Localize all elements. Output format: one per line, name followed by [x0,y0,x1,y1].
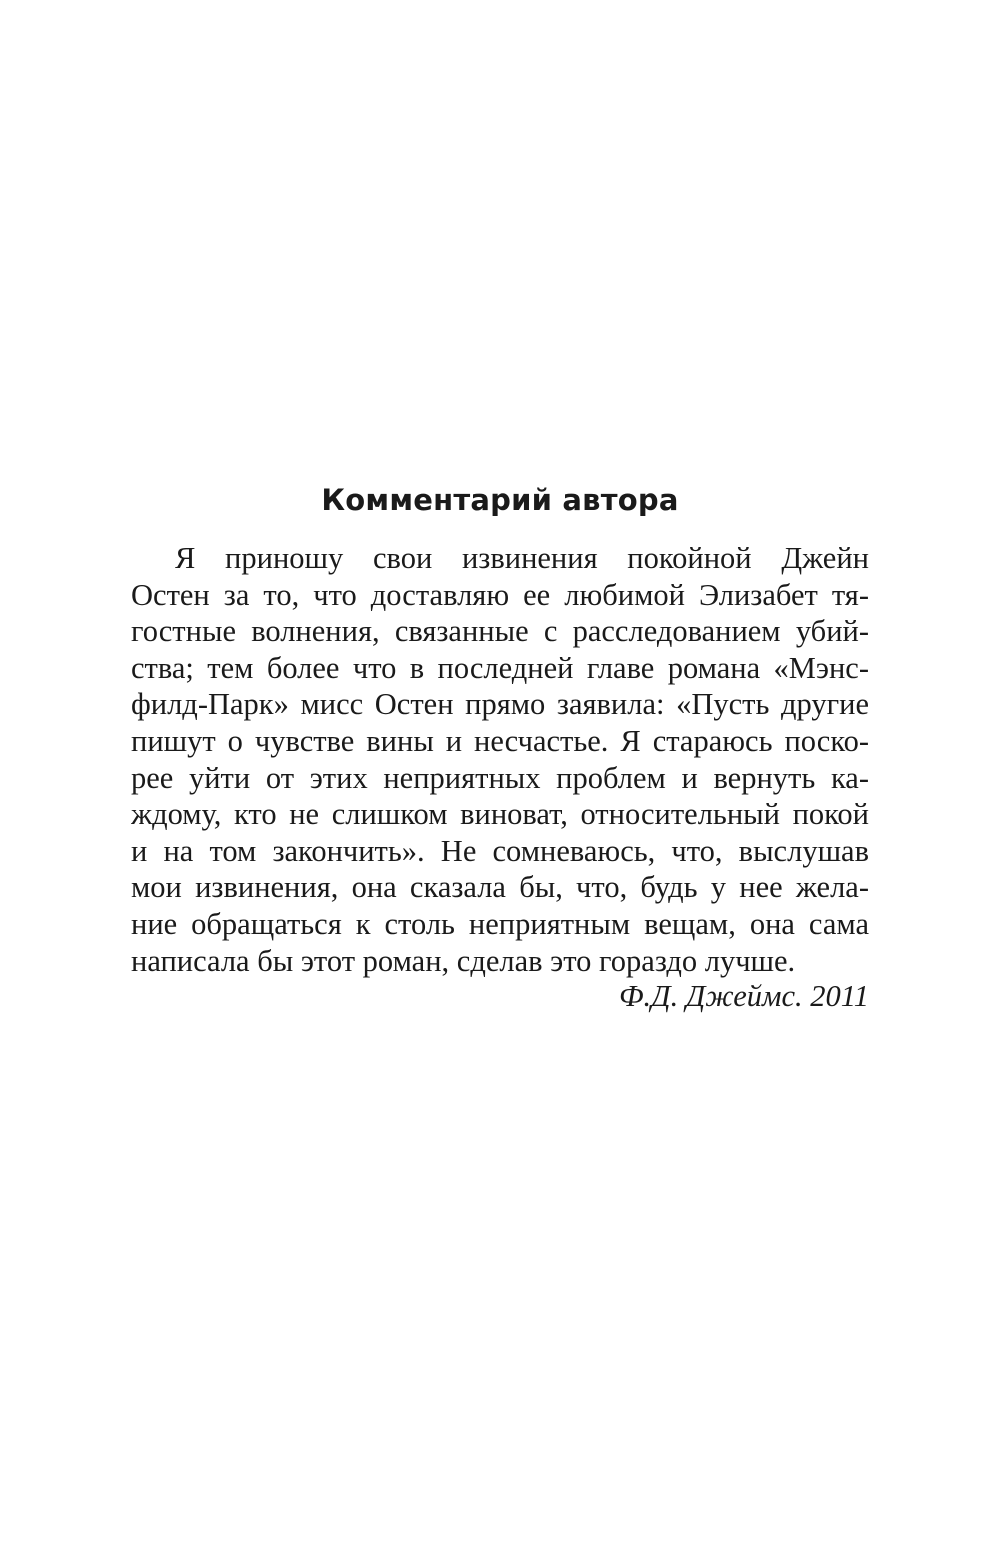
paragraph-line: пишут о чувстве вины и несчастье. Я стараюсь поско- [131,723,869,758]
paragraph-line: мои извинения, она сказала бы, что, будь у нее жела- [131,870,869,905]
paragraph-line: Я приношу свои извинения покойной Джейн [175,541,869,575]
paragraph-line: и на том закончить». Не сомневаюсь, что, выслушав [131,833,869,868]
paragraph-line: ждому, кто не слишком виноват, относительный покой [131,797,869,832]
comment-paragraph [131,540,869,979]
paragraph-line: ние обращаться к столь неприятным вещам, она сама [131,906,869,941]
paragraph-line: написала бы этот роман, сделав это гораздо лучше. [131,943,796,978]
paragraph-line: филд-Парк» мисс Остен прямо заявила: «Пусть другие [131,687,869,722]
paragraph-line: ства; тем более что в последней главе романа «Мэнс- [131,650,869,685]
paragraph-line: рее уйти от этих неприятных проблем и вернуть ка- [131,760,869,795]
page-title: Комментарий автора [321,483,679,517]
paragraph-line: Остен за то, что доставляю ее любимой Элизабет тя- [131,577,869,612]
author-signature: Ф.Д. Джеймс. 2011 [619,979,869,1013]
paragraph-line: гостные волнения, связанные с расследованием убий- [131,614,869,649]
